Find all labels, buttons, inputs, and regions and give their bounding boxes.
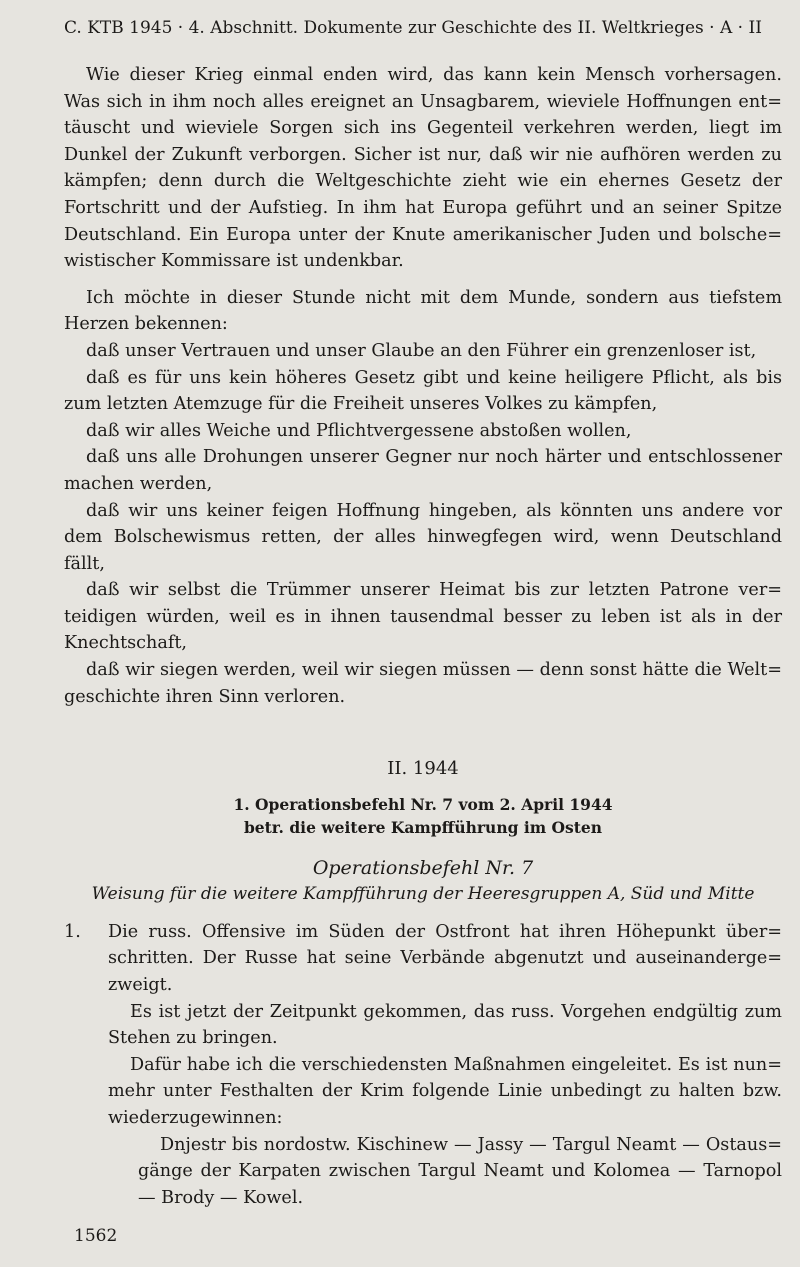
item-paragraph: Dafür habe ich die verschiedensten Maßnahmen eingeleitet. Es ist nun= mehr unter Festhalten der Krim folgende Linie unbedingt zu halten bzw. wiederzugewinnen: <box>108 1054 782 1128</box>
paragraph: daß unser Vertrauen und unser Glaube an den Führer ein grenzenloser ist, <box>86 340 757 361</box>
item-line: Dnjestr bis nordostw. Kischinew — Jassy — Targul Neamt — Ostaus= gänge der Karpaten zwischen Targul Neamt und Kolomea — Tarnopol — Brody — Kowel. <box>138 1134 782 1208</box>
paragraph: daß wir alles Weiche und Pflichtvergessene abstoßen wollen, <box>86 420 632 441</box>
section-heading: II. 1944 <box>387 758 459 780</box>
running-header: C. KTB 1945 · 4. Abschnitt. Dokumente zur Geschichte des II. Weltkrieges · A · II <box>64 18 762 38</box>
order-title: Operationsbefehl Nr. 7 <box>312 856 534 879</box>
item-text: Die russ. Offensive im Süden der Ostfront hat ihren Höhepunkt über= schritten. Der Russe hat seine Verbände abgenutzt und auseinanderge= zweigt. <box>108 921 782 996</box>
page-number: 1562 <box>74 1226 118 1246</box>
item-number: 1. <box>64 921 81 942</box>
paragraph: Ich möchte in dieser Stunde nicht mit dem Munde, sondern aus tiefstem Herzen bekennen: <box>64 287 782 335</box>
paragraph: daß wir selbst die Trümmer unserer Heimat bis zur letzten Patrone ver= teidigen würden, weil es in ihnen tausendmal besser zu leben ist als in der Knechtschaft, <box>64 580 782 654</box>
list-item <box>64 919 782 999</box>
order-subtitle: Weisung für die weitere Kampfführung der Heeresgruppen A, Süd und Mitte <box>91 883 755 904</box>
body-text <box>64 62 782 1211</box>
paragraph: Wie dieser Krieg einmal enden wird, das kann kein Mensch vorhersagen. Was sich in ihm noch alles ereignet an Unsagbarem, wieviele Hoffnungen ent= täuscht und wieviele Sorgen sich ins Gegenteil verkehren werden, liegt im Dunkel der Zukunft verborgen. Sicher ist nur, daß wir nie aufhören werden zu kämpfen; denn durch die Weltgeschichte zieht wie ein ehernes Gesetz der Fortschritt und der Aufstieg. In ihm hat Europa geführt und an seiner Spitze Deutschland. Ein Europa unter der Knute amerikanischer Juden und bolsche= wistischer Kommissare ist undenkbar. <box>64 65 782 272</box>
document-title: 1. Operationsbefehl Nr. 7 vom 2. April 1944 <box>233 794 613 814</box>
paragraph: daß wir siegen werden, weil wir siegen müssen — denn sonst hätte die Welt= geschichte ihren Sinn verloren. <box>64 660 782 707</box>
paragraph: daß wir uns keiner feigen Hoffnung hingeben, als könnten uns andere vor dem Bolschewismus retten, der alles hinwegfegen wird, wenn Deutschland fällt, <box>64 500 782 574</box>
paragraph: daß uns alle Drohungen unserer Gegner nur noch härter und entschlossener machen werden, <box>64 447 782 494</box>
paragraph: daß es für uns kein höheres Gesetz gibt und keine heiligere Pflicht, als bis zum letzten Atemzuge für die Freiheit unseres Volkes zu kämpfen, <box>64 367 782 415</box>
document-subtitle: betr. die weitere Kampfführung im Osten <box>243 817 603 837</box>
item-paragraph: Es ist jetzt der Zeitpunkt gekommen, das russ. Vorgehen endgültig zum Stehen zu bringen. <box>108 1001 782 1049</box>
